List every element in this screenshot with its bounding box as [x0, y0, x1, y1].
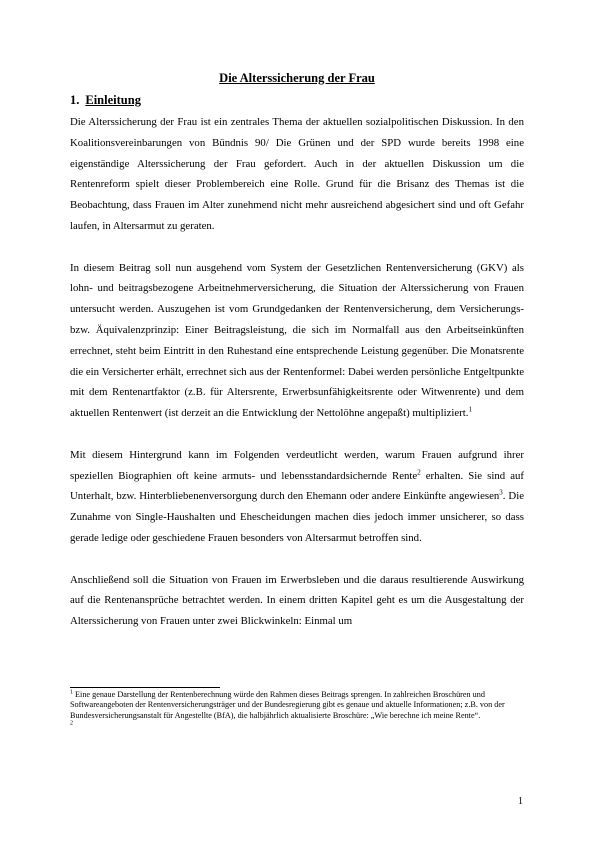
footnote-ref-2[interactable]: 2: [417, 467, 421, 476]
footnote-1-text: Eine genaue Darstellung der Rentenberechnung würde den Rahmen dieses Beitrags sprengen. In zahlreichen Broschüren und Softwareangeboten der Rentenversicherungsträger und der Bundesregierung gibt es genaue und aktuelle Informationen; z.B. von der Bundesversicherungsanstalt für Angestellte (BfA), die halbjährlich aktualisierte Broschüre: „Wie berechne ich meine Rente“.: [70, 690, 505, 720]
paragraph-outline: Anschließend soll die Situation von Frauen im Erwerbsleben und die daraus resultierende Auswirkung auf die Rentenansprüche betrachtet werden. In einem dritten Kapitel geht es um die Ausgestaltung der Alterssicherung von Frauen unter zwei Blickwinkeln: Einmal um: [70, 573, 524, 628]
paragraph-background: [70, 445, 524, 549]
footnotes: [70, 687, 524, 732]
paragraph-background-text-a: Mit diesem Hintergrund kann im Folgenden verdeutlicht werden, warum Frauen aufgrund ihrer speziellen Biographien oft keine armuts- und lebensstandardsichernde Rente: [70, 448, 524, 482]
paragraph-approach: [70, 258, 524, 424]
footnote-ref-3[interactable]: 3: [499, 488, 503, 497]
document-title: Die Alterssicherung der Frau: [219, 71, 375, 85]
footnote-1: [70, 690, 524, 721]
paragraph-background-text-b: erhalten. Sie sind auf Unterhalt, bzw. Hinterbliebenenversorgung durch den Ehemann oder andere Einkünfte angewiesen: [70, 469, 524, 503]
paragraph-approach-text: In diesem Beitrag soll nun ausgehend vom System der Gesetzlichen Rentenversicherung (GKV) als lohn- und beitragsbezogene Arbeitnehmerversicherung, die Situation der Alterssicherung von Frauen untersucht werden. Auszugehen ist vom Grundgedanken der Rentenversicherung, dem Versicherungs- bzw. Äquivalenzprinzip: Einer Beitragsleistung, die sich im Normalfall aus den Arbeitseinkünften errechnet, steht beim Eintritt in den Ruhestand eine entsprechende Leistung gegenüber. Die Monatsrente die ein Versicherter erhält, errechnet sich aus der Rentenformel: Dabei werden persönliche Entgeltpunkte mit dem Rentenartfaktor (z.B. für Altersrente, Erwerbsunfähigkeitsrente oder Witwenrente) und dem aktuellen Rentenwert (ist derzeit an die Entwicklung der Nettolöhne angepaßt) multipliziert.: [70, 261, 524, 420]
section-heading: [70, 92, 524, 108]
footnote-mark-1: 1: [70, 689, 73, 696]
paragraph-intro: Die Alterssicherung der Frau ist ein zentrales Thema der aktuellen sozialpolitischen Diskussion. In den Koalitionsvereinbarungen von Bündnis 90/ Die Grünen und der SPD wurde bereits 1998 eine eigenständige Alterssicherung der Frau gefordert. Auch in der aktuellen Diskussion um die Rentenreform spielt dieser Problembereich eine Rolle. Grund für die Brisanz des Themas ist die Beobachtung, dass Frauen im Alter zunehmend nicht mehr ausreichend abgesichert sind und oft Gefahr laufen, in Altersarmut zu geraten.: [70, 116, 524, 232]
section-heading-text: Einleitung: [85, 93, 141, 107]
footnote-ref-1[interactable]: 1: [468, 405, 472, 414]
page-number: 1: [518, 796, 523, 807]
footnote-divider: [70, 687, 220, 688]
section-number: 1.: [70, 93, 80, 107]
footnote-2: [70, 721, 524, 731]
page-body: [70, 70, 524, 653]
footnote-mark-2: 2: [70, 720, 73, 727]
paragraph-background-text-c: . Die Zunahme von Single-Haushalten und Ehescheidungen machen dies jedoch immer unsicherer, so dass gerade ledige oder geschiedene Frauen besonders von Altersarmut betroffen sind.: [70, 490, 524, 544]
